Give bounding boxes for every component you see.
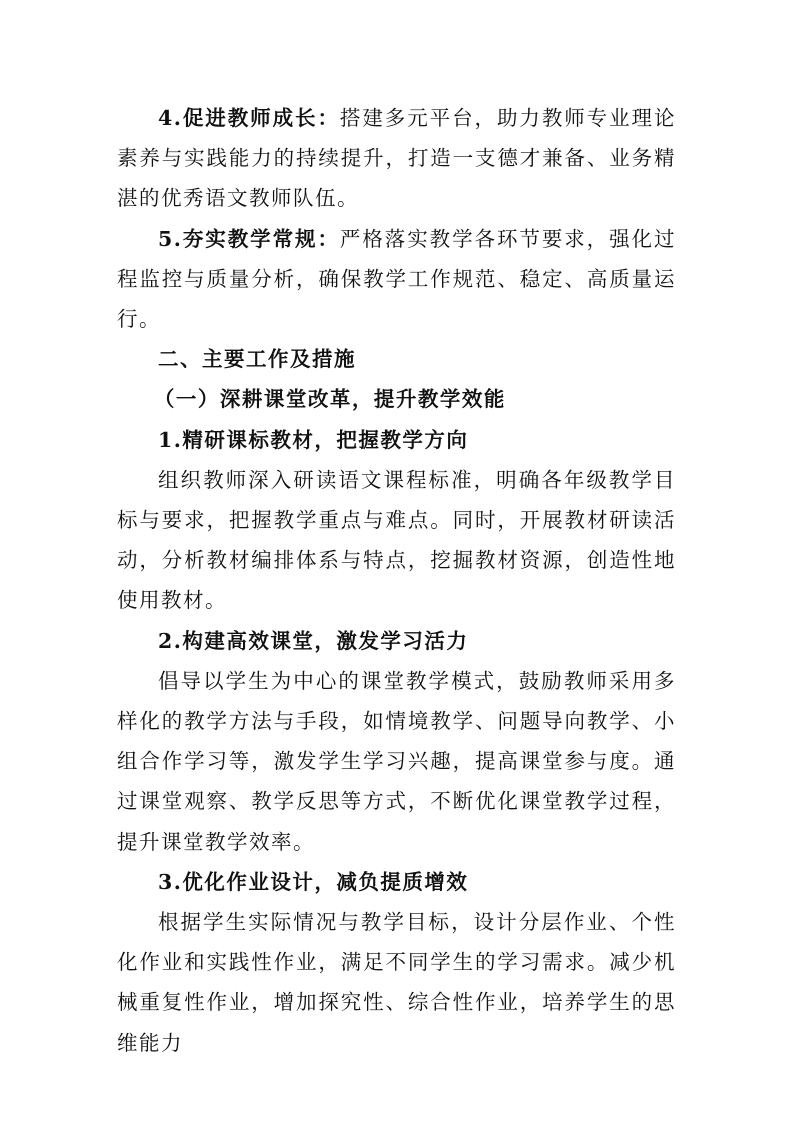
item-title-homework-design: 3.优化作业设计，减负提质增效 (158, 869, 469, 894)
goal-text-teacher-growth: 搭建多元平台，助力教师专业理论素养与实践能力的持续提升，打造一支德才兼备、业务精湛的优秀语文教师队伍。 (117, 106, 676, 211)
goal-paragraph-teaching-routine (117, 219, 676, 340)
item-title-curriculum: 1.精研课标教材，把握教学方向 (158, 427, 469, 452)
goal-paragraph-teacher-growth (117, 98, 676, 219)
item-body-homework-design: 根据学生实际情况与教学目标，设计分层作业、个性化作业和实践性作业，满足不同学生的学习需求。减少机械重复性作业，增加探究性、综合性作业，培养学生的思维能力 (117, 910, 676, 1055)
goal-lead-teaching-routine: 5.夯实教学常规： (158, 226, 340, 251)
item-title-efficient-classroom: 2.构建高效课堂，激发学习活力 (158, 628, 469, 653)
goal-lead-teacher-growth: 4.促进教师成长： (158, 106, 340, 130)
item-body-curriculum: 组织教师深入研读语文课程标准，明确各年级教学目标与要求，把握教学重点与难点。同时，开展教材研读活动，分析教材编排体系与特点，挖掘教材资源，创造性地使用教材。 (117, 467, 676, 613)
subsection-heading: （一）深耕课堂改革，提升教学效能 (153, 387, 506, 412)
section-heading: 二、主要工作及措施 (158, 347, 356, 372)
goal-text-teaching-routine: 严格落实教学各环节要求，强化过程监控与质量分析，确保教学工作规范、稳定、高质量运行。 (117, 226, 676, 332)
item-body-efficient-classroom: 倡导以学生为中心的课堂教学模式，鼓励教师采用多样化的教学方法与手段，如情境教学、问题导向教学、小组合作学习等，激发学生学习兴趣，提高课堂参与度。通过课堂观察、教学反思等方式，不断优化课堂教学过程，提升课堂教学效率。 (117, 668, 676, 854)
